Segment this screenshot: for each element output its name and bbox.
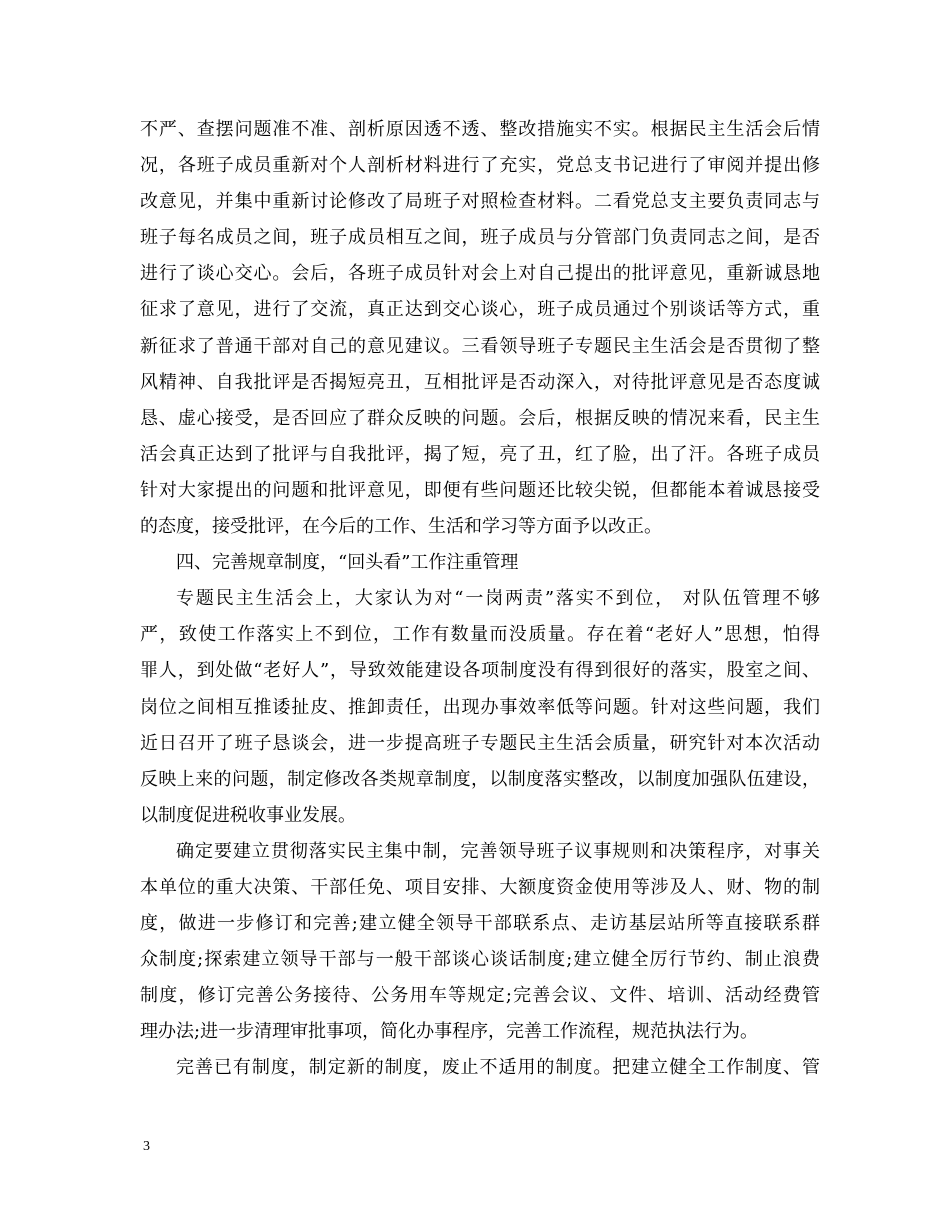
text-line: 况，各班子成员重新对个人剖析材料进行了充实，党总支书记进行了审阅并提出修 bbox=[140, 155, 820, 177]
text-line: 完善已有制度，制定新的制度，废止不适用的制度。把建立健全工作制度、管 bbox=[176, 1057, 820, 1079]
text-line: 不严、查摆问题准不准、剖析原因透不透、整改措施实不实。根据民主生活会后情 bbox=[140, 119, 820, 140]
text-line: 改意见，并集中重新讨论修改了局班子对照检查材料。二看党总支主要负责同志与 bbox=[140, 191, 820, 213]
text-line: 度，做进一步修订和完善;建立健全领导干部联系点、走访基层站所等直接联系群 bbox=[140, 913, 820, 935]
section-heading: 四、完善规章制度，“回头看”工作注重管理 bbox=[176, 552, 519, 574]
text-line: 针对大家提出的问题和批评意见，即便有些问题还比较尖锐，但都能本着诚恳接受 bbox=[140, 479, 820, 501]
text-line: 专题民主生活会上，大家认为对“一岗两责”落实不到位， 对队伍管理不够 bbox=[176, 588, 820, 610]
text-line: 恳、虚心接受，是否回应了群众反映的问题。会后，根据反映的情况来看，民主生 bbox=[140, 407, 820, 429]
text-line: 严，致使工作落实上不到位，工作有数量而没质量。存在着“老好人”思想，怕得 bbox=[140, 624, 820, 646]
text-line: 征求了意见，进行了交流，真正达到交心谈心，班子成员通过个别谈话等方式，重 bbox=[140, 299, 820, 321]
text-line: 近日召开了班子恳谈会，进一步提高班子专题民主生活会质量，研究针对本次活动 bbox=[140, 732, 820, 754]
body-text bbox=[140, 112, 820, 1087]
text-line: 岗位之间相互推诿扯皮、推卸责任，出现办事效率低等问题。针对这些问题，我们 bbox=[140, 696, 820, 718]
text-line: 制度，修订完善公务接待、公务用车等规定;完善会议、文件、培训、活动经费管 bbox=[140, 985, 820, 1007]
text-line: 罪人，到处做“老好人”，导致效能建设各项制度没有得到很好的落实，股室之间、 bbox=[140, 660, 820, 682]
text-line: 以制度促进税收事业发展。 bbox=[140, 804, 356, 826]
text-line: 众制度;探索建立领导干部与一般干部谈心谈话制度;建立健全厉行节约、制止浪费 bbox=[140, 949, 820, 971]
text-line: 确定要建立贯彻落实民主集中制，完善领导班子议事规则和决策程序，对事关 bbox=[176, 840, 820, 862]
text-line: 反映上来的问题，制定修改各类规章制度，以制度落实整改，以制度加强队伍建设， bbox=[140, 768, 820, 790]
text-line: 的态度，接受批评，在今后的工作、生活和学习等方面予以改正。 bbox=[140, 516, 662, 538]
text-line: 新征求了普通干部对自己的意见建议。三看领导班子专题民主生活会是否贯彻了整 bbox=[140, 335, 820, 357]
text-line: 本单位的重大决策、干部任免、项目安排、大额度资金使用等涉及人、财、物的制 bbox=[140, 876, 820, 898]
text-line: 进行了谈心交心。会后，各班子成员针对会上对自己提出的批评意见，重新诚恳地 bbox=[140, 263, 820, 285]
text-line: 理办法;进一步清理审批事项，简化办事程序，完善工作流程，规范执法行为。 bbox=[140, 1021, 759, 1043]
text-line: 班子每名成员之间，班子成员相互之间，班子成员与分管部门负责同志之间，是否 bbox=[140, 227, 820, 249]
text-line: 活会真正达到了批评与自我批评，揭了短，亮了丑，红了脸，出了汗。各班子成员 bbox=[140, 443, 820, 465]
page-number: 3 bbox=[143, 1139, 150, 1154]
text-line: 风精神、自我批评是否揭短亮丑，互相批评是否动深入，对待批评意见是否态度诚 bbox=[140, 371, 820, 393]
